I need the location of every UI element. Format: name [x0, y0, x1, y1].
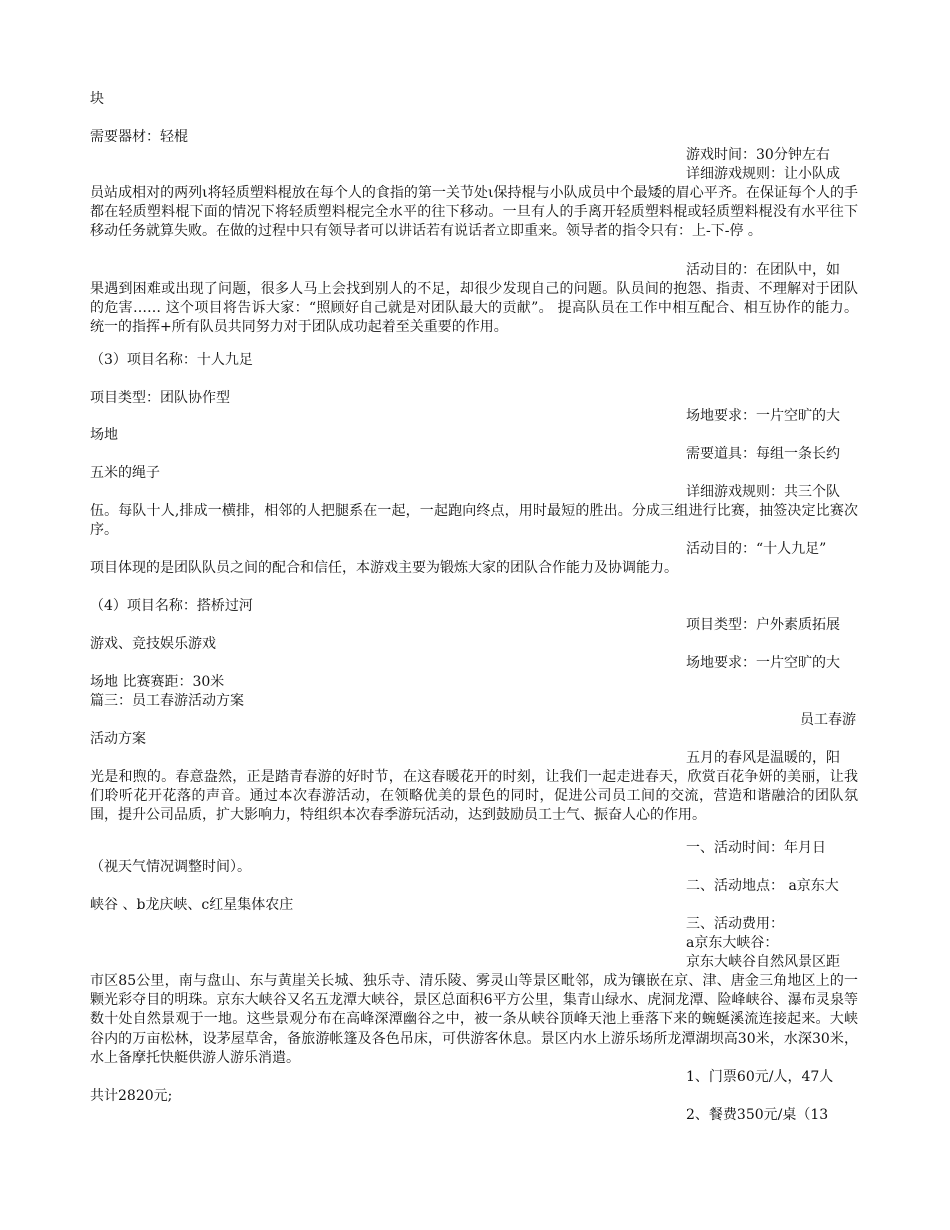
- text-line: 二、活动地点： a京东大: [686, 878, 839, 894]
- section-heading: （4）项目名称：搭桥过河: [90, 598, 253, 614]
- text-line: 五米的绳子: [90, 465, 160, 481]
- paragraph: 市区85公里，南与盘山、东与黄崖关长城、独乐寺、清乐陵、雾灵山等景区毗邻，成为镶嵌在京、津、唐金三角地区上的一颗光彩夺目的明珠。京东大峡谷又名五龙潭大峡谷，景区总面积6平方公里，集青山绿水、虎洞龙潭、险峰峡谷、瀑布灵泉等数十处自然景观于一地。这些景观分布在高峰深潭幽谷之中，被一条从峡谷顶峰天池上垂落下来的蜿蜒溪流连接起来。大峡谷内的万亩松林，设茅屋草舍，备旅游帐篷及各色吊床，可供游客休息。景区内水上游乐场所龙潭湖坝高30米，水深30米，水上备摩托快艇供游人游乐消遣。: [90, 973, 858, 1066]
- text-line: 峡谷 、b龙庆峡、c红星集体农庄: [90, 897, 294, 913]
- text-line: 活动目的：“十人九足”: [686, 541, 827, 557]
- section-heading: （3）项目名称：十人九足: [90, 352, 253, 368]
- text-line: a京东大峡谷：: [686, 935, 779, 951]
- chapter-heading: 篇三：员工春游活动方案: [90, 693, 244, 709]
- text-line: 活动目的：在团队中，如: [686, 262, 840, 278]
- text-line: 场地 比赛赛距：30米: [90, 674, 225, 690]
- text-line: 五月的春风是温暖的，阳: [686, 750, 840, 766]
- text-line: 场地: [90, 427, 118, 443]
- text-line: 京东大峡谷自然风景区距: [686, 954, 840, 970]
- text-line: 需要道具：每组一条长约: [686, 446, 840, 462]
- paragraph: 伍。每队十人,排成一横排，相邻的人把腿系在一起，一起跑向终点，用时最短的胜出。分成三组进行比赛，抽签决定比赛次序。: [90, 503, 858, 539]
- paragraph: 光是和煦的。春意盎然，正是踏青春游的好时节，在这春暖花开的时刻，让我们一起走进春天，欣赏百花争妍的美丽，让我们聆听花开花落的声音。通过本次春游活动，在领略优美的景色的同时，促进公司员工间的交流，营造和谐融洽的团队氛围，提升公司品质，扩大影响力，特组织本次春季游玩活动，达到鼓励员工士气、振奋人心的作用。: [90, 769, 858, 824]
- text-line: 员工春游: [800, 712, 856, 728]
- text-line: 项目类型：团队协作型: [90, 390, 230, 406]
- text-line: 场地要求：一片空旷的大: [686, 655, 840, 671]
- text-line: 2、餐费350元/桌（13: [686, 1107, 829, 1123]
- text-line: 游戏、竞技娱乐游戏: [90, 636, 216, 652]
- text-line: （视天气情况调整时间）。: [90, 859, 251, 875]
- text-line: 三、活动费用：: [686, 916, 784, 932]
- text-line: 项目类型：户外素质拓展: [686, 617, 840, 633]
- paragraph: 果遇到困难或出现了问题，很多人马上会找到别人的不足，却很少发现自己的问题。队员间的抱怨、指责、不理解对于团队的危害…… 这个项目将告诉大家：“照顾好自己就是对团队最大的贡献”。 提高队员在工作中相互配合、相互协作的能力。 统一的指挥+所有队员共同努力对于团队成功起着至关重要的作用。: [90, 281, 858, 336]
- text-line: 共计2820元;: [90, 1088, 173, 1104]
- text-line: 活动方案: [90, 731, 146, 747]
- text-line: 详细游戏规则：让小队成: [686, 166, 840, 182]
- text-line: 一、活动时间：年月日: [686, 840, 826, 856]
- text-line: 项目体现的是团队队员之间的配合和信任，本游戏主要为锻炼大家的团队合作能力及协调能力。: [90, 560, 678, 576]
- paragraph: 员站成相对的两列ι将轻质塑料棍放在每个人的食指的第一关节处ι保持棍与小队成员中个最矮的眉心平齐。在保证每个人的手都在轻质塑料棍下面的情况下将轻质塑料棍完全水平的往下移动。一旦有人的手离开轻质塑料棍或轻质塑料棍没有水平往下移动任务就算失败。在做的过程中只有领导者可以讲话若有说话者立即重来。领导者的指令只有：上-下-停 。: [90, 185, 858, 240]
- text-line: 详细游戏规则：共三个队: [686, 484, 840, 500]
- text-line: 场地要求：一片空旷的大: [686, 408, 840, 424]
- text-line: 需要器材：轻棍: [90, 129, 188, 145]
- text-line: 1、门票60元/人，47人: [686, 1069, 834, 1085]
- text-line: 游戏时间：30分钟左右: [686, 147, 830, 163]
- text-line: 块: [90, 91, 104, 107]
